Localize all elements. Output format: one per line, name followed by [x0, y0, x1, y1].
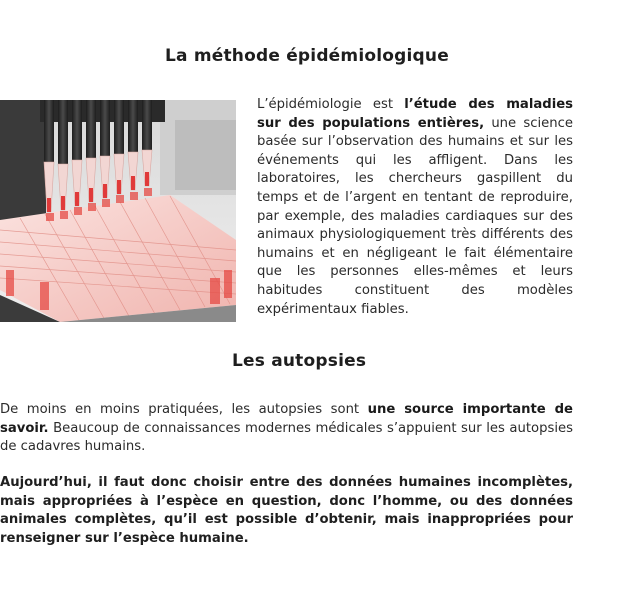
epidemiology-intro-text: L’épidémiologie est	[257, 97, 405, 112]
lab-pipette-photo	[0, 100, 236, 322]
autopsies-paragraph-2: Aujourd’hui, il faut donc choisir entre des données humaines incomplètes, mais appropriées à l’espèce en question, donc l’homme, ou des données animales complètes, qu’il est possible d’obtenir, mais inappropriées pour renseigner sur l’espèce humaine.	[0, 475, 573, 546]
autopsies-intro-text: De moins en moins pratiquées, les autopsies sont	[0, 402, 368, 417]
autopsies-emphasis-text: une source importante de savoir.	[0, 402, 573, 436]
section-title-epidemiology: La méthode épidémiologique	[165, 46, 449, 66]
epidemiology-emphasis-text: l’étude des maladies sur des populations entières,	[257, 97, 574, 131]
autopsies-body-text: Beaucoup de connaissances modernes médicales s’appuient sur les autopsies de cadavres humains.	[0, 420, 573, 455]
section-title-autopsies: Les autopsies	[232, 351, 367, 371]
autopsies-paragraph-1	[0, 401, 573, 457]
epidemiology-paragraph	[257, 96, 573, 319]
epidemiology-body-text: une science basée sur l’observation des humains et sur les événements qui les affligent. Dans les laboratoires, les chercheurs gaspillent du temps et de l’argent en tentant de reproduire, par exemple, des maladies cardiaques sur des animaux physiologiquement très différents des humains et en négligeant le fait élémentaire que les personnes elles-mêmes et leurs habitudes constituent des modèles expérimentaux fiables.	[257, 115, 573, 317]
